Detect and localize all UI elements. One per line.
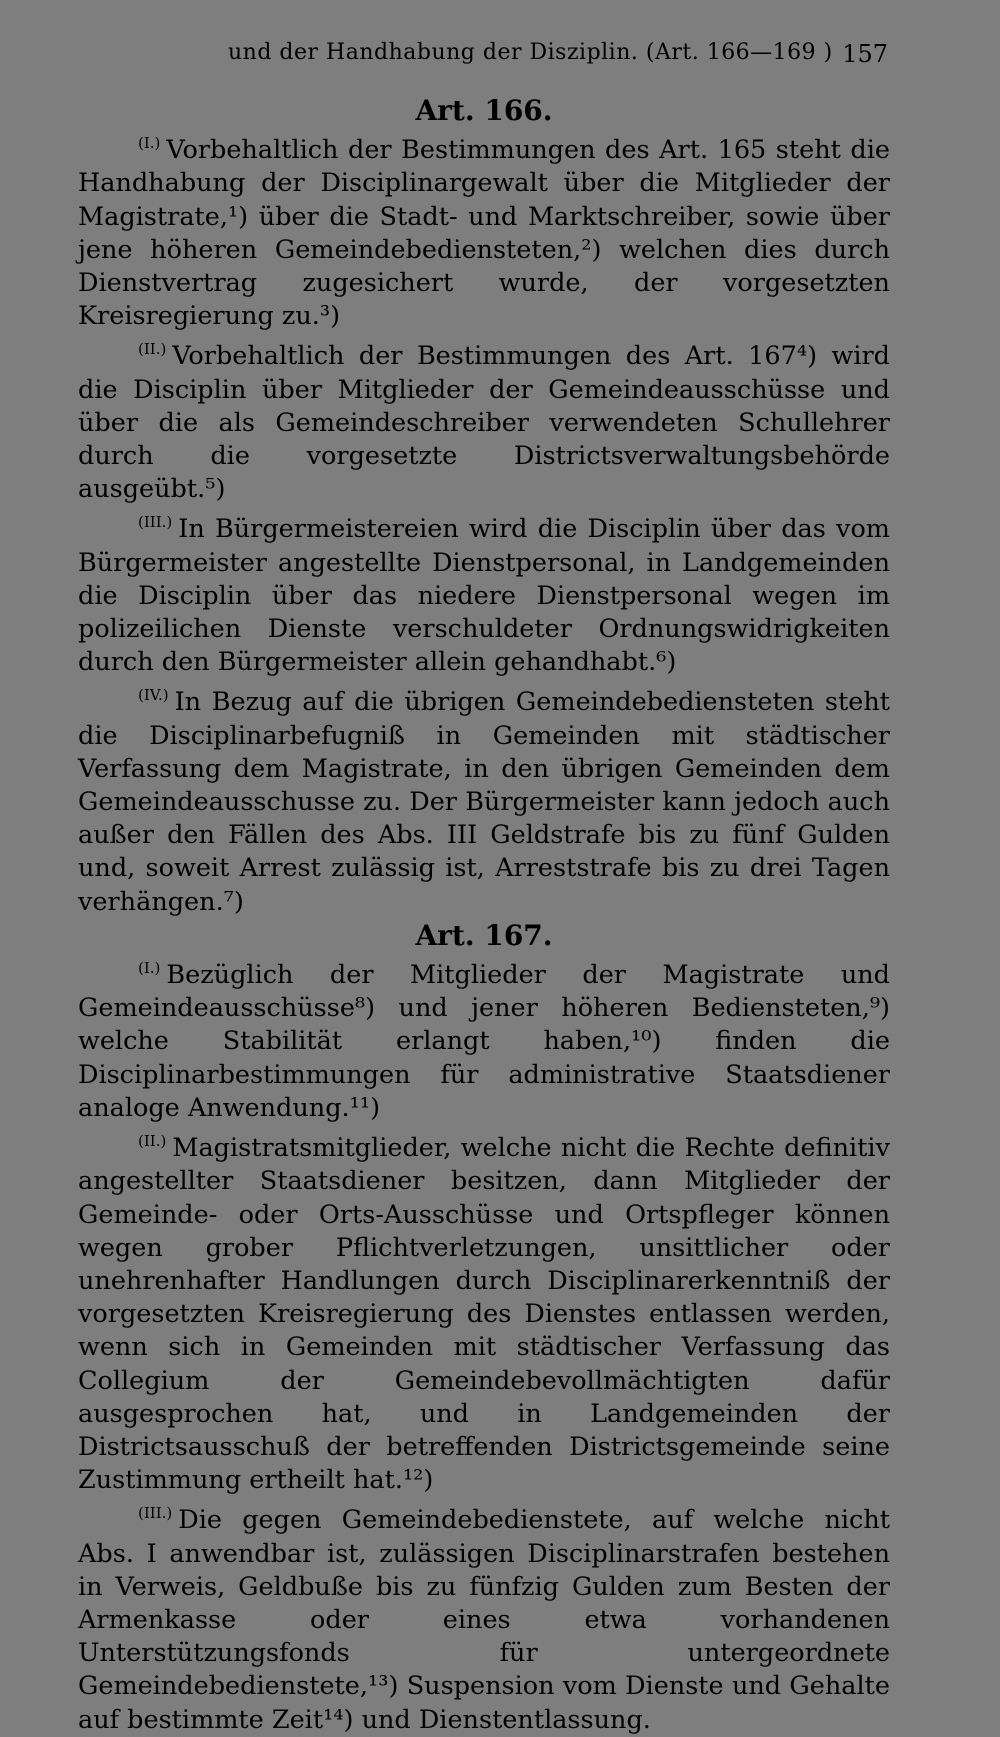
paragraph-number: (IV.)	[138, 686, 169, 705]
paragraph	[78, 506, 890, 679]
running-title: und der Handhabung der Disziplin. (Art. 166—169 )	[228, 40, 833, 65]
paragraph-text: Magistratsmitglieder, welche nicht die Rechte definitiv angestellter Staatsdiener besitzen, dann Mitglieder der Gemeinde- oder Orts-Ausschüsse und Ortspfleger können wegen grober Pflichtverletzungen, unsittlicher oder unehrenhafter Handlungen durch Disciplinarerkenntniß der vorgesetzten Kreisregierung des Dienstes entlassen werden, wenn sich in Gemeinden mit städtischer Verfassung das Collegium der Gemeindebevollmächtigten dafür ausgesprochen hat, und in Landgemeinden der Districtsausschuß der betreffenden Districtsgemeinde seine Zustimmung ertheilt hat.¹²)	[78, 1133, 890, 1496]
paragraph-text: Vorbehaltlich der Bestimmungen des Art. 167⁴) wird die Disciplin über Mitglieder der Gemeindeausschüsse und über die als Gemeindeschreiber verwendeten Schullehrer durch die vorgesetzte Districtsverwaltungsbehörde ausgeübt.⁵)	[78, 341, 890, 505]
paragraph-number: (I.)	[138, 134, 161, 153]
paragraph-text: Die gegen Gemeindebedienstete, auf welche nicht Abs. I anwendbar ist, zulässigen Disciplinarstrafen bestehen in Verweis, Geldbuße bis zu fünfzig Gulden zum Besten der Armenkasse oder eines etwa vorhandenen Unterstützungsfonds für untergeordnete Gemeindebedienstete,¹³) Suspension vom Dienste und Gehalte auf bestimmte Zeit¹⁴) und Dienstentlassung.	[78, 1505, 890, 1735]
paragraph-number: (I.)	[138, 959, 161, 978]
body-text	[78, 94, 890, 1737]
article-166	[78, 94, 890, 919]
paragraph-number: (II.)	[138, 340, 167, 359]
article-167	[78, 919, 890, 1737]
paragraph-text: Vorbehaltlich der Bestimmungen des Art. 165 steht die Handhabung der Disciplinargewalt über die Mitglieder der Magistrate,¹) über die Stadt- und Marktschreiber, sowie über jene höheren Gemeindebediensteten,²) welchen dies durch Dienstvertrag zugesichert wurde, der vorgesetzten Kreisregierung zu.³)	[78, 135, 890, 332]
paragraph	[78, 952, 890, 1125]
paragraph-text: In Bürgermeistereien wird die Disciplin über das vom Bürgermeister angestellte Dienstpersonal, in Landgemeinden die Disciplin über das niedere Dienstpersonal wegen im polizeilichen Dienste verschuldeter Ordnungswidrigkeiten durch den Bürgermeister allein gehandhabt.⁶)	[78, 514, 890, 678]
paragraph-number: (III.)	[138, 1504, 173, 1523]
paragraph-text: In Bezug auf die übrigen Gemeindebediensteten steht die Disciplinarbefugniß in Gemeinden mit städtischer Verfassung dem Magistrate, in den übrigen Gemeinden dem Gemeindeausschusse zu. Der Bürgermeister kann jedoch auch außer den Fällen des Abs. III Geldstrafe bis zu fünf Gulden und, soweit Arrest zulässig ist, Arreststrafe bis zu drei Tagen verhängen.⁷)	[78, 687, 890, 917]
paragraph	[78, 333, 890, 506]
paragraph-text: Bezüglich der Mitglieder der Magistrate und Gemeindeausschüsse⁸) und jener höheren Bediensteten,⁹) welche Stabilität erlangt haben,¹⁰) finden die Disciplinarbestimmungen für administrative Staatsdiener analoge Anwendung.¹¹)	[78, 960, 890, 1123]
paragraph-number: (III.)	[138, 513, 173, 532]
paragraph-number: (II.)	[138, 1132, 167, 1151]
running-head	[0, 40, 1000, 74]
paragraph	[78, 127, 890, 333]
paragraph	[78, 679, 890, 918]
article-heading: Art. 167.	[415, 918, 553, 952]
article-heading: Art. 166.	[415, 94, 553, 127]
paragraph	[78, 1497, 890, 1736]
paragraph	[78, 1125, 890, 1497]
page-number: 157	[842, 40, 888, 68]
